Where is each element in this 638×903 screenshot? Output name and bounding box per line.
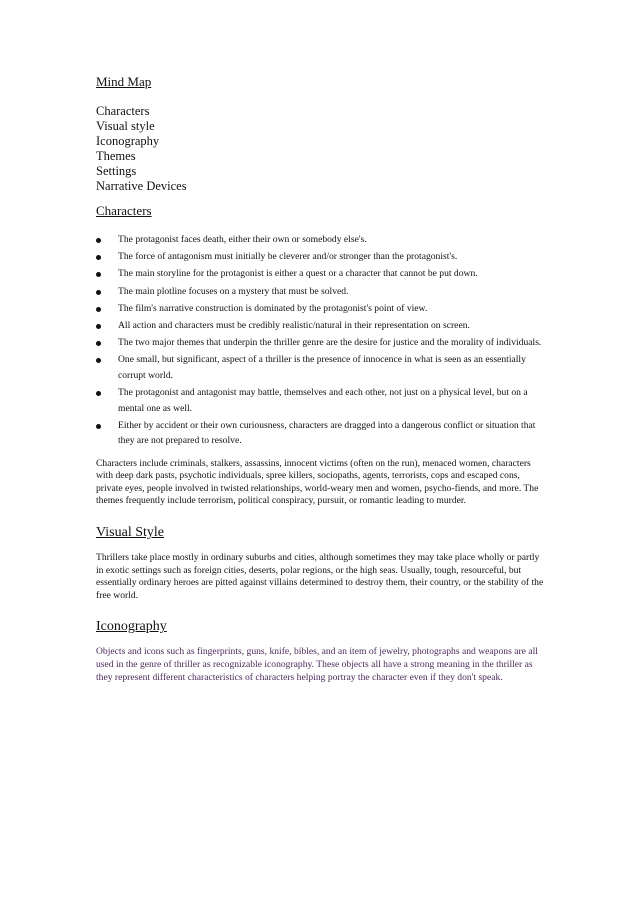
bullet-item: The protagonist and antagonist may battle, themselves and each other, not just on a physical level, but on a mental one as well. [96,385,546,416]
bullet-dot-icon [96,358,101,363]
bullet-item: The protagonist faces death, either their own or somebody else's. [96,232,546,248]
bullet-dot-icon [96,341,101,346]
mind-map-item: Narrative Devices [96,179,187,193]
iconography-paragraph: Objects and icons such as fingerprints, guns, knife, bibles, and an item of jewelry, photographs and weapons are all used in the genre of thriller as recognizable iconography. These objects all have a strong meaning in the thriller as they represent different characteristics of characters helping portray the character even if they don't speak. [96,646,538,683]
mind-map-heading: Mind Map [96,74,152,89]
bullet-dot-icon [96,272,101,277]
mind-map-item: Characters [96,104,150,118]
bullet-dot-icon [96,238,101,243]
bullet-dot-icon [96,307,101,312]
bullet-item: Either by accident or their own curiousness, characters are dragged into a dangerous conflict or situation that they are not prepared to resolve. [96,418,546,449]
bullet-item: The film's narrative construction is dominated by the protagonist's point of view. [96,301,546,317]
bullet-dot-icon [96,391,101,396]
document-body [96,74,546,684]
characters-paragraph: Characters include criminals, stalkers, assassins, innocent victims (often on the run), menaced women, characters with deep dark pasts, psychotic individuals, spree killers, sociopaths, agents, terrorists, cops and escaped cons, private eyes, people involved in twisted relationships, world-weary men and women, psycho-fiends, and more. The themes frequently include terrorism, political conspiracy, pursuit, or romantic leading to murder. [96,457,539,507]
bullet-dot-icon [96,424,101,429]
mind-map-item: Visual style [96,119,155,133]
iconography-heading: Iconography [96,619,167,635]
characters-heading: Characters [96,203,152,218]
mind-map-item: Themes [96,149,136,163]
bullet-item: The force of antagonism must initially be cleverer and/or stronger than the protagonist's. [96,249,546,265]
bullet-item: One small, but significant, aspect of a thriller is the presence of innocence in what is seen as an essentially corrupt world. [96,352,546,383]
mind-map-item: Iconography [96,134,160,148]
mind-map-list [96,104,546,194]
bullet-dot-icon [96,324,101,329]
characters-bullet-list [96,232,546,449]
bullet-item: All action and characters must be credibly realistic/natural in their representation on screen. [96,318,546,334]
bullet-dot-icon [96,255,101,260]
bullet-item: The main plotline focuses on a mystery that must be solved. [96,284,546,300]
bullet-dot-icon [96,290,101,295]
visual-style-paragraph: Thrillers take place mostly in ordinary suburbs and cities, although sometimes they may take place wholly or partly in exotic settings such as foreign cities, deserts, polar regions, or the high seas. Usually, tough, resourceful, but essentially ordinary heroes are pitted against villains determined to destroy them, their country, or the stability of the free world. [96,552,544,601]
bullet-item: The main storyline for the protagonist is either a quest or a character that cannot be put down. [96,266,546,282]
bullet-item: The two major themes that underpin the thriller genre are the desire for justice and the morality of individuals. [96,335,546,351]
mind-map-item: Settings [96,164,137,178]
visual-style-heading: Visual Style [96,525,164,541]
